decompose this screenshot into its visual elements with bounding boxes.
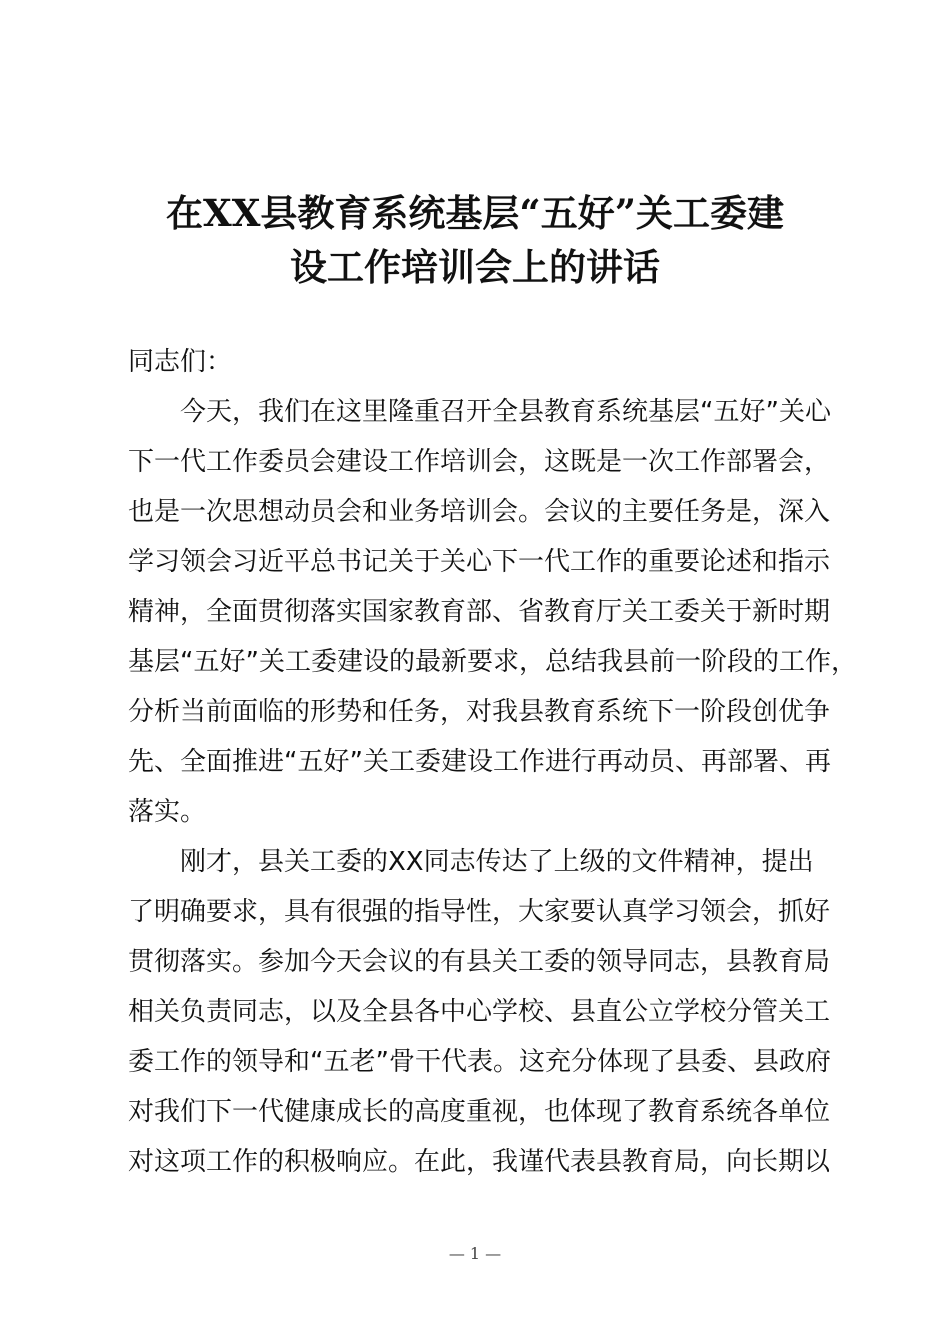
paragraph-1-line: 也是一次思想动员会和业务培训会。会议的主要任务是，深入 <box>128 497 831 527</box>
paragraph-2-line: 相关负责同志，以及全县各中心学校、县直公立学校分管关工 <box>128 997 831 1027</box>
paragraph-1-line: 分析当前面临的形势和任务，对我县教育系统下一阶段创优争 <box>128 697 831 727</box>
document-title-line-2: 设工作培训会上的讲话 <box>290 245 660 289</box>
paragraph-2-line: 对这项工作的积极响应。在此，我谨代表县教育局，向长期以 <box>128 1147 831 1177</box>
document-title-line-1: 在XX县教育系统基层“五好”关工委建 <box>166 191 784 235</box>
paragraph-1-line: 下一代工作委员会建设工作培训会，这既是一次工作部署会， <box>128 447 831 477</box>
paragraph-2-line: 了明确要求，具有很强的指导性，大家要认真学习领会，抓好 <box>128 897 831 927</box>
paragraph-2-line: 刚才，县关工委的XX同志传达了上级的文件精神，提出 <box>180 847 814 877</box>
salutation: 同志们： <box>128 347 233 377</box>
paragraph-1-line: 落实。 <box>128 797 207 827</box>
paragraph-2-line: 贯彻落实。参加今天会议的有县关工委的领导同志，县教育局 <box>128 947 831 977</box>
paragraph-2-line: 对我们下一代健康成长的高度重视，也体现了教育系统各单位 <box>128 1097 831 1127</box>
page-number: — 1 — <box>448 1244 502 1263</box>
paragraph-1-line: 精神，全面贯彻落实国家教育部、省教育厅关工委关于新时期 <box>128 597 831 627</box>
paragraph-1-line: 学习领会习近平总书记关于关心下一代工作的重要论述和指示 <box>128 547 831 577</box>
paragraph-1-line: 先、全面推进“五好”关工委建设工作进行再动员、再部署、再 <box>128 747 831 777</box>
paragraph-2-line: 委工作的领导和“五老”骨干代表。这充分体现了县委、县政府 <box>128 1047 831 1077</box>
paragraph-1-line: 基层“五好”关工委建设的最新要求，总结我县前一阶段的工作， <box>128 647 857 677</box>
paragraph-1-line: 今天，我们在这里隆重召开全县教育系统基层“五好”关心 <box>180 397 831 427</box>
